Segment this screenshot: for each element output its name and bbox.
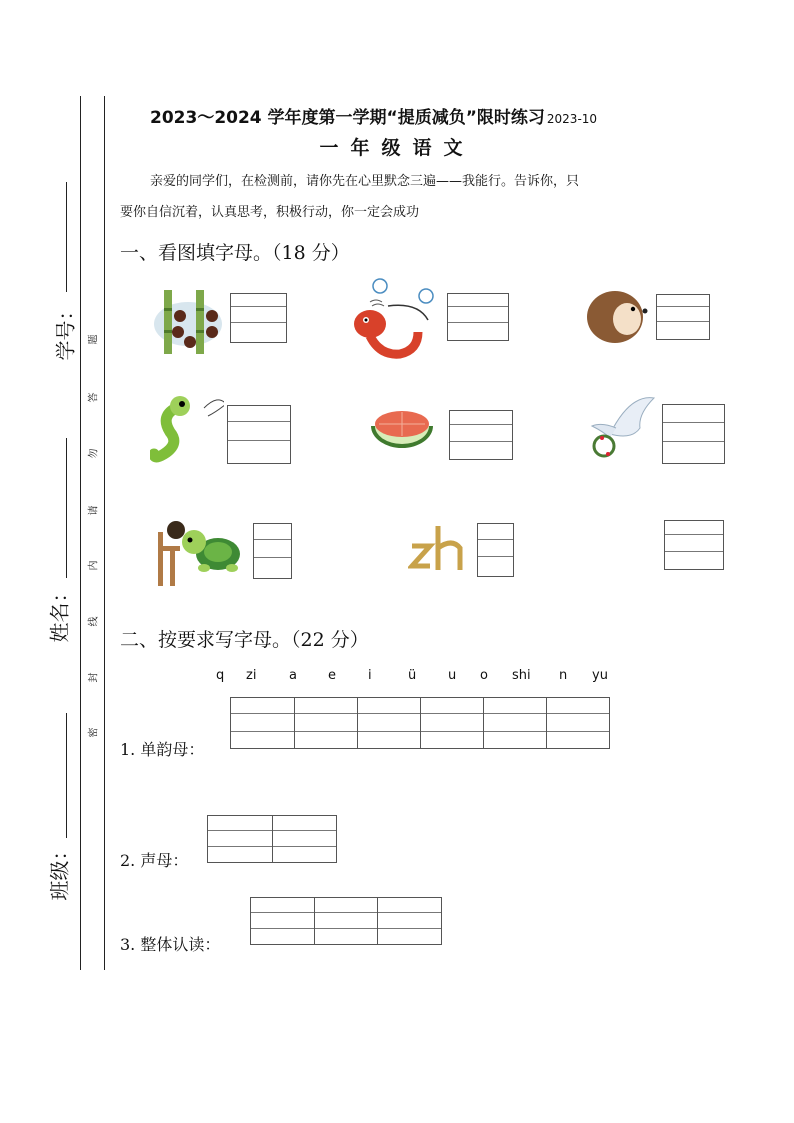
answer-box-7[interactable] — [253, 523, 292, 579]
letter-item: u — [448, 668, 457, 683]
section1-heading: 一、看图填字母。（18 分） — [120, 242, 350, 264]
exam-title — [150, 103, 597, 128]
fish-bubbles-icon — [348, 276, 438, 362]
class-label: 班级： — [47, 840, 72, 901]
seal-char: 答 — [88, 392, 100, 403]
letter-item: yu — [592, 668, 608, 683]
answer-box-2[interactable] — [447, 293, 509, 341]
seal-char: 封 — [88, 672, 100, 683]
letter-item: a — [289, 668, 297, 683]
section2-heading: 二、按要求写字母。（22 分） — [120, 629, 369, 651]
binding-line-outer — [80, 96, 81, 970]
dove-icon — [590, 394, 660, 466]
watermelon-icon — [365, 402, 439, 452]
answer-grid-whole-syllables[interactable] — [250, 897, 442, 945]
exam-subtitle: 一年级语文 — [319, 137, 475, 159]
q1-label: 1. 单韵母： — [120, 740, 205, 759]
letter-item: i — [368, 668, 372, 683]
letter-item: q — [216, 668, 225, 683]
letter-item: zi — [246, 668, 257, 683]
exam-title-text: 2023～2024 学年度第一学期“提质减负”限时练习 — [150, 108, 545, 128]
caterpillar-icon — [150, 394, 224, 464]
seal-char: 内 — [88, 560, 100, 571]
seal-char: 线 — [88, 616, 100, 627]
student-no-label: 学号： — [53, 300, 78, 361]
letter-item: o — [480, 668, 488, 683]
binding-line-inner — [104, 96, 105, 970]
hedgehog-icon — [585, 287, 655, 345]
name-underline — [66, 438, 67, 578]
intro-line-1: 亲爱的同学们，在检测前，请你先在心里默念三遍——我能行。告诉你，只 — [150, 174, 580, 189]
seal-char: 题 — [88, 334, 100, 345]
answer-grid-single-finals[interactable] — [230, 697, 610, 749]
answer-box-1[interactable] — [230, 293, 287, 343]
seal-char: 勿 — [88, 448, 100, 459]
answer-box-4[interactable] — [227, 405, 291, 464]
zh-letter-icon — [408, 522, 472, 574]
bamboo-tadpoles-icon — [150, 284, 226, 358]
answer-box-9[interactable] — [664, 520, 724, 570]
intro-line-2: 要你自信沉着，认真思考，积极行动，你一定会成功 — [120, 205, 420, 220]
q2-label: 2. 声母： — [120, 851, 189, 870]
exam-date: 2023-10 — [546, 112, 598, 126]
answer-box-5[interactable] — [449, 410, 513, 460]
class-underline — [66, 713, 67, 838]
student-no-underline — [66, 182, 67, 292]
letter-item: e — [328, 668, 336, 683]
letter-item: shi — [512, 668, 531, 683]
q3-label: 3. 整体认读： — [120, 935, 221, 954]
letter-item: ü — [408, 668, 417, 683]
boy-turtle-icon — [150, 516, 244, 590]
answer-grid-initials[interactable] — [207, 815, 337, 863]
answer-box-6[interactable] — [662, 404, 725, 464]
seal-char: 请 — [88, 505, 100, 516]
answer-box-3[interactable] — [656, 294, 710, 340]
seal-char: 密 — [88, 727, 100, 738]
answer-box-8[interactable] — [477, 523, 514, 577]
letter-item: n — [559, 668, 568, 683]
name-label: 姓名： — [47, 582, 72, 643]
